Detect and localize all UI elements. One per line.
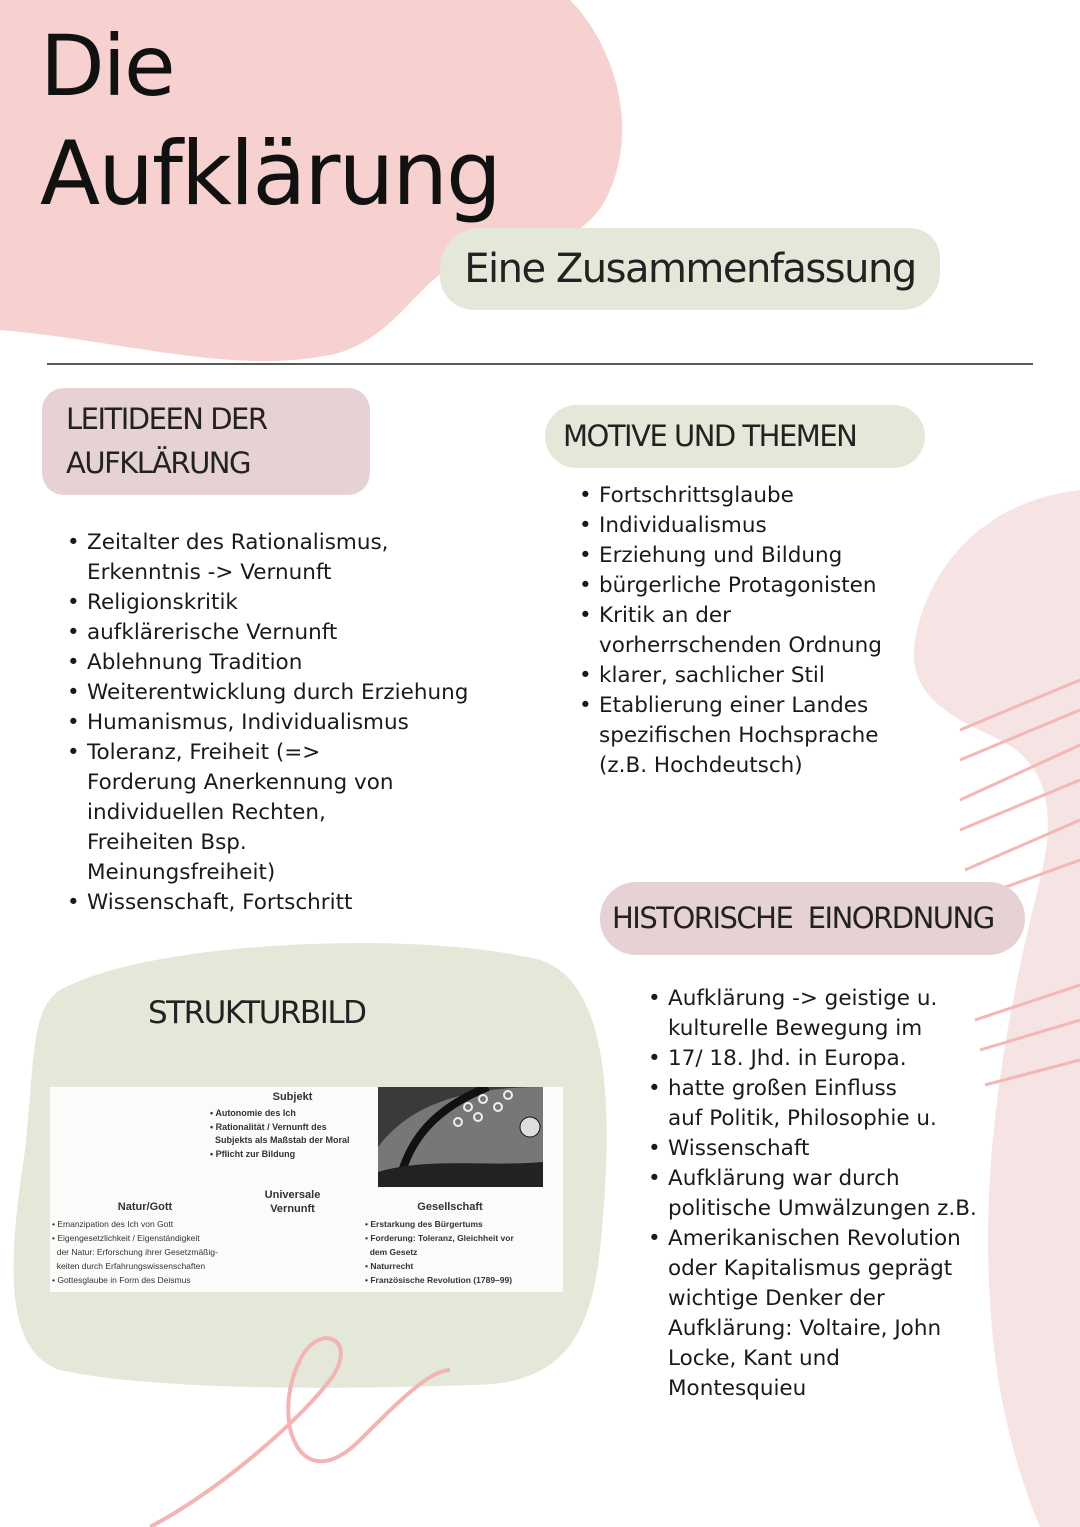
list-item: • Aufklärung -> geistige u. kulturelle Bewegung im bbox=[668, 984, 978, 1044]
leitideen-heading-pill bbox=[42, 388, 370, 495]
list-item: • Weiterentwicklung durch Erziehung bbox=[87, 678, 497, 708]
strukturbild-heading: STRUKTURBILD bbox=[148, 995, 366, 1031]
motive-heading-pill bbox=[545, 405, 925, 468]
list-item: • Wissenschaft bbox=[668, 1134, 978, 1164]
subjekt-title: Subjekt bbox=[272, 1091, 313, 1103]
motive-heading: MOTIVE UND THEMEN bbox=[563, 418, 857, 453]
list-item: • Etablierung einer Landes spezifischen Hochsprache (z.B. Hochdeutsch) bbox=[599, 691, 929, 781]
list-item: • Religionskritik bbox=[87, 588, 497, 618]
subjekt-items: • Autonomie des Ich • Rationalität / Vernunft des Subjekts als Maßstab der Moral • Pflicht zur Bildung bbox=[210, 1108, 350, 1159]
list-item: • Zeitalter des Rationalismus, Erkenntnis -> Vernunft bbox=[87, 528, 497, 588]
list-item: • hatte großen Einfluss auf Politik, Philosophie u. bbox=[668, 1074, 938, 1134]
historisch-heading: HISTORISCHE EINORDNUNG bbox=[612, 900, 994, 935]
list-item: • klarer, sachlicher Stil bbox=[599, 661, 929, 691]
list-item: • Ablehnung Tradition bbox=[87, 648, 497, 678]
list-item: • 17/ 18. Jhd. in Europa. bbox=[668, 1044, 978, 1074]
leitideen-list bbox=[87, 528, 497, 918]
subtitle-pill bbox=[440, 228, 940, 310]
list-item: • Erziehung und Bildung bbox=[599, 541, 929, 571]
list-item: • bürgerliche Protagonisten bbox=[599, 571, 929, 601]
leitideen-heading: LEITIDEEN DER AUFKLÄRUNG bbox=[66, 402, 267, 480]
historisch-heading-pill bbox=[600, 882, 1025, 955]
list-item: • Aufklärung war durch politische Umwälzungen z.B. bbox=[668, 1164, 978, 1224]
list-item: • Fortschrittsglaube bbox=[599, 481, 929, 511]
center-label: Universale Vernunft bbox=[264, 1189, 321, 1215]
natur-items: • Emanzipation des Ich von Gott • Eigengesetzlichkeit / Eigenständigkeit der Natur: Erforschung ihrer Gesetzmäßig- keiten durch Erfahrungswissenschaften • Gottesglaube in Form des Deismus bbox=[52, 1219, 218, 1285]
gesellschaft-items: • Erstarkung des Bürgertums • Forderung: Toleranz, Gleichheit vor dem Gesetz • Naturrecht • Französische Revolution (1789–99) bbox=[365, 1219, 514, 1285]
subtitle: Eine Zusammenfassung bbox=[464, 246, 916, 292]
list-item: • Individualismus bbox=[599, 511, 929, 541]
list-item: • Amerikanischen Revolution oder Kapitalismus geprägt wichtige Denker der Aufklärung: Voltaire, John Locke, Kant und Montesquieu bbox=[668, 1224, 978, 1404]
list-item: • Humanismus, Individualismus bbox=[87, 708, 497, 738]
historisch-list bbox=[668, 984, 978, 1404]
woodcut-engraving-image bbox=[378, 1087, 543, 1187]
motive-list bbox=[599, 481, 929, 781]
strukturbild-image bbox=[50, 1087, 563, 1292]
natur-title: Natur/Gott bbox=[117, 1201, 173, 1213]
gesellschaft-title: Gesellschaft bbox=[417, 1201, 483, 1213]
title-line-1: Die bbox=[40, 17, 174, 115]
list-item: • aufklärerische Vernunft bbox=[87, 618, 497, 648]
list-item: • Kritik an der vorherrschenden Ordnung bbox=[599, 601, 909, 661]
list-item: • Toleranz, Freiheit (=> Forderung Anerkennung von individuellen Rechten, Freiheiten Bsp. Meinungsfreiheit) bbox=[87, 738, 427, 888]
list-item: • Wissenschaft, Fortschritt bbox=[87, 888, 497, 918]
title-line-2: Aufklärung bbox=[40, 122, 500, 225]
